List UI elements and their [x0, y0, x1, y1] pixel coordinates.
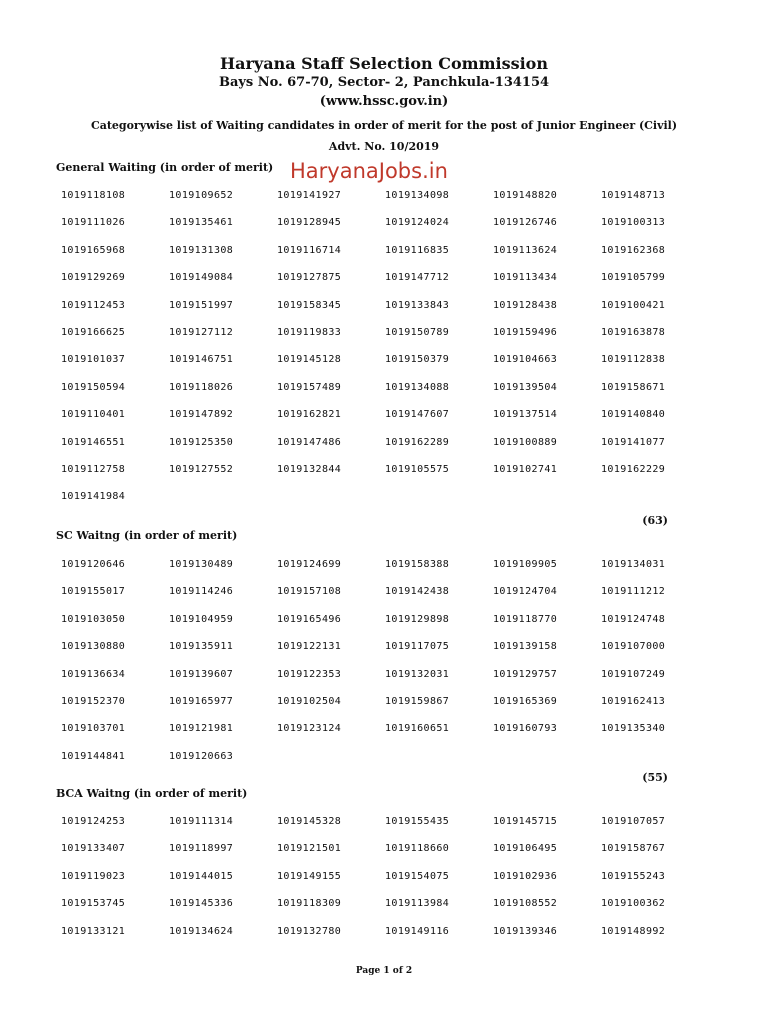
- roll-number-cell: 1019144015: [169, 870, 234, 882]
- roll-number-cell: 1019124699: [277, 559, 342, 570]
- section-count-sc: (55): [642, 771, 668, 784]
- roll-number-cell: 1019111026: [61, 217, 126, 229]
- roll-number-cell: 1019135911: [169, 641, 234, 653]
- roll-number-cell: 1019160793: [493, 723, 558, 735]
- roll-number-cell: 1019131308: [169, 244, 234, 256]
- roll-number-cell: 1019151997: [169, 299, 234, 311]
- roll-number-cell: 1019121981: [169, 723, 234, 735]
- roll-number-cell: 1019104959: [169, 613, 234, 625]
- roll-number-cell: 1019118108: [61, 190, 126, 201]
- roll-number-cell: 1019128438: [493, 299, 558, 311]
- roll-number-cell: 1019120646: [61, 559, 126, 570]
- roll-number-cell: 1019124253: [61, 816, 126, 827]
- roll-number-cell: 1019165977: [169, 695, 234, 707]
- roll-number-cell: 1019147712: [385, 272, 450, 284]
- roll-number-cell: 1019141984: [61, 491, 126, 503]
- roll-number-cell: 1019139607: [169, 668, 234, 680]
- roll-number-cell: 1019162368: [601, 244, 666, 256]
- roll-number-cell: 1019158345: [277, 299, 342, 311]
- document-website: (www.hssc.gov.in): [319, 94, 449, 109]
- roll-number-cell: 1019110401: [61, 409, 126, 421]
- section-title-sc: SC Waitng (in order of merit): [56, 529, 238, 542]
- roll-number-cell: 1019134031: [601, 559, 666, 570]
- roll-number-cell: 1019158767: [601, 843, 666, 855]
- roll-number-cell: 1019105799: [601, 272, 666, 284]
- document-address: Bays No. 67-70, Sector- 2, Panchkula-134154: [218, 75, 550, 90]
- roll-number-cell: 1019137514: [493, 409, 558, 421]
- roll-number-cell: 1019150379: [385, 354, 450, 366]
- roll-number-cell: 1019130489: [169, 559, 234, 570]
- roll-number-cell: 1019108552: [493, 898, 558, 910]
- roll-number-cell: 1019118660: [385, 843, 450, 855]
- roll-number-cell: 1019132031: [385, 668, 450, 680]
- roll-number-cell: 1019149116: [385, 925, 450, 937]
- roll-number-cell: 1019149084: [169, 272, 234, 284]
- roll-number-cell: 1019133407: [61, 843, 126, 855]
- roll-number-cell: 1019155435: [385, 816, 450, 827]
- roll-number-cell: 1019123124: [277, 723, 342, 735]
- roll-number-cell: 1019148713: [601, 190, 666, 201]
- roll-number-cell: 1019104663: [493, 354, 558, 366]
- roll-number-cell: 1019145715: [493, 816, 558, 827]
- roll-number-cell: 1019112453: [61, 299, 126, 311]
- roll-number-cell: 1019107057: [601, 816, 666, 827]
- roll-number-cell: 1019116714: [277, 244, 342, 256]
- roll-number-cell: 1019153745: [61, 898, 126, 910]
- roll-number-cell: 1019127112: [169, 326, 234, 338]
- roll-number-cell: 1019144841: [61, 750, 126, 762]
- roll-number-cell: 1019124024: [385, 217, 450, 229]
- roll-number-cell: 1019146751: [169, 354, 234, 366]
- advertisement-number: Advt. No. 10/2019: [328, 140, 440, 153]
- roll-number-cell: 1019101037: [61, 354, 126, 366]
- roll-number-cell: 1019117075: [385, 641, 450, 653]
- roll-number-cell: 1019129269: [61, 272, 126, 284]
- roll-number-cell: 1019160651: [385, 723, 450, 735]
- roll-number-cell: 1019145336: [169, 898, 234, 910]
- document-title: Haryana Staff Selection Commission: [220, 54, 548, 73]
- roll-number-cell: 1019130880: [61, 641, 126, 653]
- roll-number-cell: 1019133843: [385, 299, 450, 311]
- roll-number-cell: 1019100362: [601, 898, 666, 910]
- roll-number-cell: 1019118026: [169, 381, 234, 393]
- roll-number-cell: 1019166625: [61, 326, 126, 338]
- section-title-bca: BCA Waitng (in order of merit): [56, 787, 248, 800]
- roll-number-cell: 1019162289: [385, 436, 450, 448]
- roll-number-cell: 1019103701: [61, 723, 126, 735]
- roll-number-cell: 1019154075: [385, 870, 450, 882]
- roll-number-cell: 1019107000: [601, 641, 666, 653]
- roll-number-cell: 1019124704: [493, 586, 558, 598]
- roll-number-cell: 1019118997: [169, 843, 234, 855]
- roll-number-cell: 1019125350: [169, 436, 234, 448]
- roll-number-cell: 1019121501: [277, 843, 342, 855]
- section-count-general: (63): [642, 514, 668, 527]
- roll-number-cell: 1019134624: [169, 925, 234, 937]
- roll-number-cell: 1019111212: [601, 586, 666, 598]
- roll-number-cell: 1019140840: [601, 409, 666, 421]
- roll-number-cell: 1019105575: [385, 463, 450, 475]
- roll-number-cell: 1019122353: [277, 668, 342, 680]
- roll-number-cell: 1019126746: [493, 217, 558, 229]
- roll-number-cell: 1019158388: [385, 559, 450, 570]
- roll-number-cell: 1019145328: [277, 816, 342, 827]
- roll-number-cell: 1019157108: [277, 586, 342, 598]
- roll-number-cell: 1019139346: [493, 925, 558, 937]
- roll-number-cell: 1019148820: [493, 190, 558, 201]
- roll-number-cell: 1019118770: [493, 613, 558, 625]
- roll-number-cell: 1019103050: [61, 613, 126, 625]
- section-title-general: General Waiting (in order of merit): [56, 161, 274, 174]
- roll-number-cell: 1019162413: [601, 695, 666, 707]
- roll-number-cell: 1019149155: [277, 870, 342, 882]
- roll-number-cell: 1019109905: [493, 559, 558, 570]
- roll-number-cell: 1019129898: [385, 613, 450, 625]
- roll-number-cell: 1019122131: [277, 641, 342, 653]
- roll-number-cell: 1019102936: [493, 870, 558, 882]
- roll-number-cell: 1019119833: [277, 326, 342, 338]
- roll-number-cell: 1019100313: [601, 217, 666, 229]
- roll-number-cell: 1019119023: [61, 870, 126, 882]
- roll-number-cell: 1019106495: [493, 843, 558, 855]
- roll-number-cell: 1019162229: [601, 463, 666, 475]
- roll-number-cell: 1019127875: [277, 272, 342, 284]
- roll-number-cell: 1019100889: [493, 436, 558, 448]
- roll-number-cell: 1019113434: [493, 272, 558, 284]
- roll-number-cell: 1019146551: [61, 436, 126, 448]
- roll-number-cell: 1019165369: [493, 695, 558, 707]
- roll-number-cell: 1019113984: [385, 898, 450, 910]
- roll-number-cell: 1019165496: [277, 613, 342, 625]
- roll-number-cell: 1019133121: [61, 925, 126, 937]
- roll-number-cell: 1019155243: [601, 870, 666, 882]
- roll-number-cell: 1019124748: [601, 613, 666, 625]
- roll-number-cell: 1019134098: [385, 190, 450, 201]
- roll-number-cell: 1019100421: [601, 299, 666, 311]
- roll-number-cell: 1019109652: [169, 190, 234, 201]
- roll-number-cell: 1019132844: [277, 463, 342, 475]
- roll-number-cell: 1019141927: [277, 190, 342, 201]
- roll-number-cell: 1019134088: [385, 381, 450, 393]
- roll-number-cell: 1019112758: [61, 463, 126, 475]
- roll-number-cell: 1019102504: [277, 695, 342, 707]
- roll-number-cell: 1019147607: [385, 409, 450, 421]
- roll-number-cell: 1019157489: [277, 381, 342, 393]
- roll-number-cell: 1019159496: [493, 326, 558, 338]
- roll-number-cell: 1019145128: [277, 354, 342, 366]
- roll-number-cell: 1019118309: [277, 898, 342, 910]
- roll-number-cell: 1019132780: [277, 925, 342, 937]
- roll-number-cell: 1019148992: [601, 925, 666, 937]
- roll-number-cell: 1019158671: [601, 381, 666, 393]
- roll-number-cell: 1019139158: [493, 641, 558, 653]
- roll-number-cell: 1019112838: [601, 354, 666, 366]
- roll-number-cell: 1019165968: [61, 244, 126, 256]
- roll-number-cell: 1019152370: [61, 695, 126, 707]
- roll-number-cell: 1019141077: [601, 436, 666, 448]
- page-footer: Page 1 of 2: [355, 966, 413, 976]
- roll-number-cell: 1019120663: [169, 750, 234, 762]
- roll-number-cell: 1019159867: [385, 695, 450, 707]
- roll-number-cell: 1019127552: [169, 463, 234, 475]
- roll-number-cell: 1019135340: [601, 723, 666, 735]
- roll-number-cell: 1019111314: [169, 816, 234, 827]
- roll-number-cell: 1019129757: [493, 668, 558, 680]
- roll-number-cell: 1019163878: [601, 326, 666, 338]
- roll-number-cell: 1019107249: [601, 668, 666, 680]
- roll-number-cell: 1019142438: [385, 586, 450, 598]
- roll-number-cell: 1019147892: [169, 409, 234, 421]
- watermark: HaryanaJobs.in: [290, 159, 448, 183]
- roll-number-cell: 1019147486: [277, 436, 342, 448]
- roll-number-cell: 1019162821: [277, 409, 342, 421]
- roll-number-cell: 1019113624: [493, 244, 558, 256]
- roll-number-cell: 1019136634: [61, 668, 126, 680]
- roll-number-cell: 1019139504: [493, 381, 558, 393]
- roll-number-cell: 1019155017: [61, 586, 126, 598]
- document-subtitle: Categorywise list of Waiting candidates in order of merit for the post of Junior Engineer (Civil): [90, 119, 678, 132]
- roll-number-cell: 1019128945: [277, 217, 342, 229]
- roll-number-cell: 1019116835: [385, 244, 450, 256]
- roll-number-cell: 1019114246: [169, 586, 234, 598]
- roll-number-cell: 1019150789: [385, 326, 450, 338]
- roll-number-cell: 1019102741: [493, 463, 558, 475]
- roll-number-cell: 1019135461: [169, 217, 234, 229]
- roll-number-cell: 1019150594: [61, 381, 126, 393]
